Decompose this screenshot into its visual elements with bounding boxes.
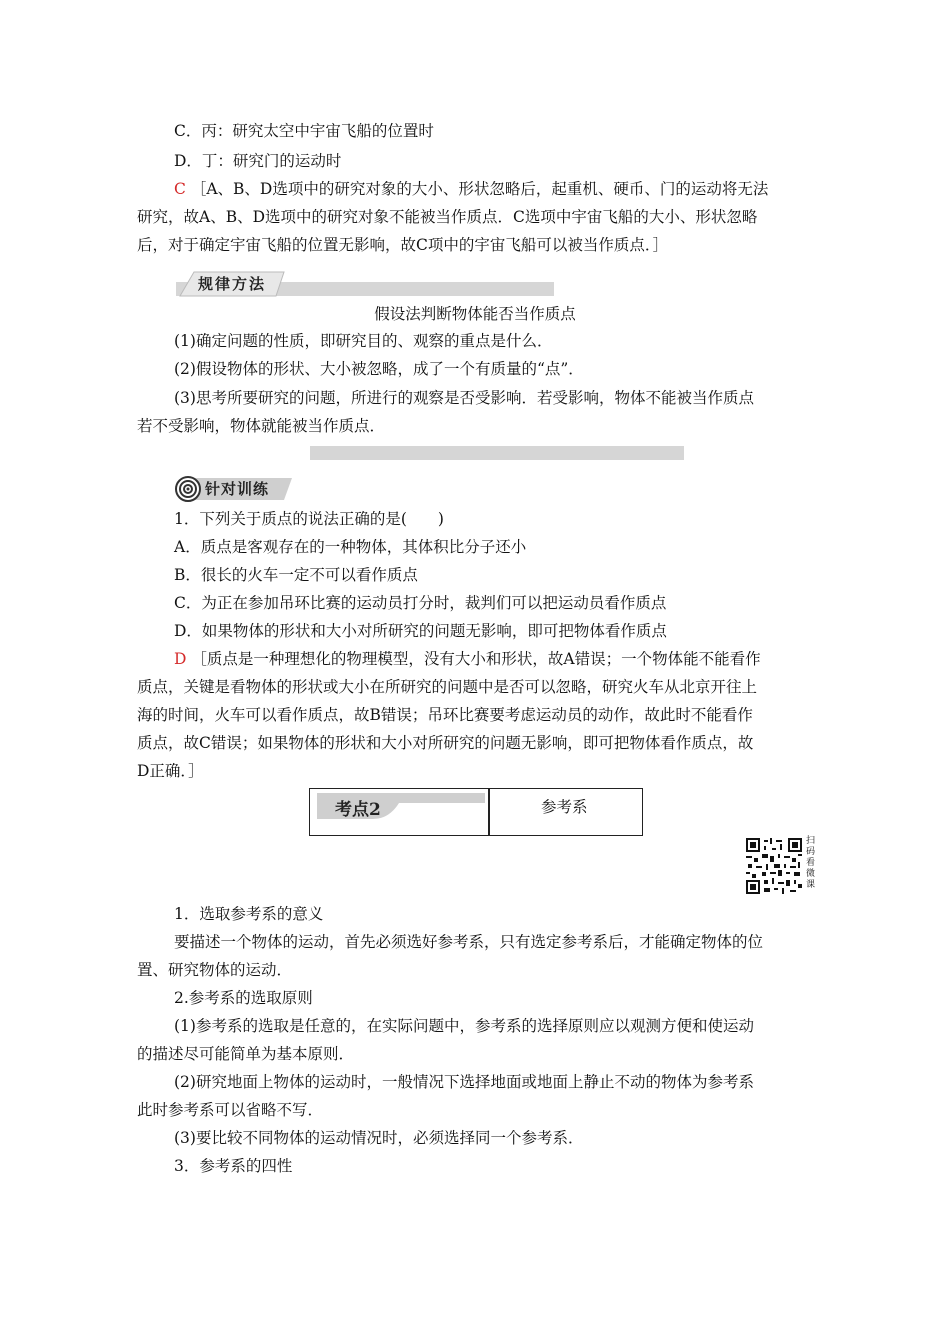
method-point-3a: (3)思考所要研究的问题，所进行的观察是否受影响．若受影响，物体不能被当作质点	[174, 389, 754, 407]
qr-caption: 扫码看微课	[806, 836, 816, 890]
training-option-a: A．质点是客观存在的一种物体，其体积比分子还小	[174, 538, 527, 556]
answer-2-line-2: 质点，关键是看物体的形状或大小在所研究的问题中是否可以忽略，研究火车从北京开往上	[137, 678, 758, 696]
training-tag: 针对训练	[205, 480, 270, 498]
method-end-band	[310, 446, 684, 460]
answer-2-line-1: D ［质点是一种理想化的物理模型，没有大小和形状，故A错误；一个物体能不能看作	[174, 650, 761, 668]
section-heading-1: 1．选取参考系的意义	[174, 905, 324, 923]
kaodian-title: 参考系	[541, 798, 588, 816]
section-para-4: (3)要比较不同物体的运动情况时，必须选择同一个参考系．	[174, 1129, 584, 1147]
method-point-2: (2)假设物体的形状、大小被忽略，成了一个有质量的“点”．	[174, 360, 584, 378]
section-heading-2: 2.参考系的选取原则	[174, 989, 313, 1007]
answer-1-line-3: 后，对于确定宇宙飞船的位置无影响，故C项中的宇宙飞船可以被当作质点．］	[137, 236, 669, 254]
method-title: 假设法判断物体能否当作质点	[374, 305, 576, 323]
answer-letter: D	[174, 650, 187, 668]
section-heading-3: 3．参考系的四性	[174, 1157, 293, 1175]
training-question: 1．下列关于质点的说法正确的是( )	[174, 510, 444, 528]
section-para-1b: 置、研究物体的运动．	[137, 961, 293, 979]
answer-2-line-5: D正确．］	[137, 762, 204, 780]
section-para-3b: 此时参考系可以省略不写．	[137, 1101, 324, 1119]
training-option-c: C．为正在参加吊环比赛的运动员打分时，裁判们可以把运动员看作质点	[174, 594, 667, 612]
answer-letter: C	[174, 180, 186, 198]
section-para-2b: 的描述尽可能简单为基本原则．	[137, 1045, 355, 1063]
section-para-3a: (2)研究地面上物体的运动时，一般情况下选择地面或地面上静止不动的物体为参考系	[174, 1073, 754, 1091]
kaodian-divider	[488, 788, 490, 836]
option-d-prev: D．丁：研究门的运动时	[174, 152, 342, 170]
answer-1-line-1: C ［A、B、D选项中的研究对象的大小、形状忽略后，起重机、硬币、门的运动将无法	[174, 180, 769, 198]
section-para-1a: 要描述一个物体的运动，首先必须选好参考系，只有选定参考系后，才能确定物体的位	[174, 933, 764, 951]
method-point-3b: 若不受影响，物体就能被当作质点．	[137, 417, 386, 435]
option-c-prev: C．丙：研究太空中宇宙飞船的位置时	[174, 122, 434, 140]
answer-1-line-2: 研究，故A、B、D选项中的研究对象不能被当作质点．C选项中宇宙飞船的大小、形状忽略	[137, 208, 758, 226]
section-para-2a: (1)参考系的选取是任意的，在实际问题中，参考系的选择原则应以观测方便和使运动	[174, 1017, 754, 1035]
qr-code[interactable]	[746, 838, 802, 894]
training-option-b: B．很长的火车一定不可以看作质点	[174, 566, 418, 584]
training-option-d: D．如果物体的形状和大小对所研究的问题无影响，即可把物体看作质点	[174, 622, 667, 640]
method-tag: 规律方法	[198, 275, 267, 293]
method-point-1: (1)确定问题的性质，即研究目的、观察的重点是什么．	[174, 332, 553, 350]
kaodian-label: 考点2	[335, 800, 381, 820]
answer-2-line-4: 质点，故C错误；如果物体的形状和大小对所研究的问题无影响，即可把物体看作质点，故	[137, 734, 754, 752]
answer-2-line-3: 海的时间，火车可以看作质点，故B错误；吊环比赛要考虑运动员的动作，故此时不能看作	[137, 706, 753, 724]
